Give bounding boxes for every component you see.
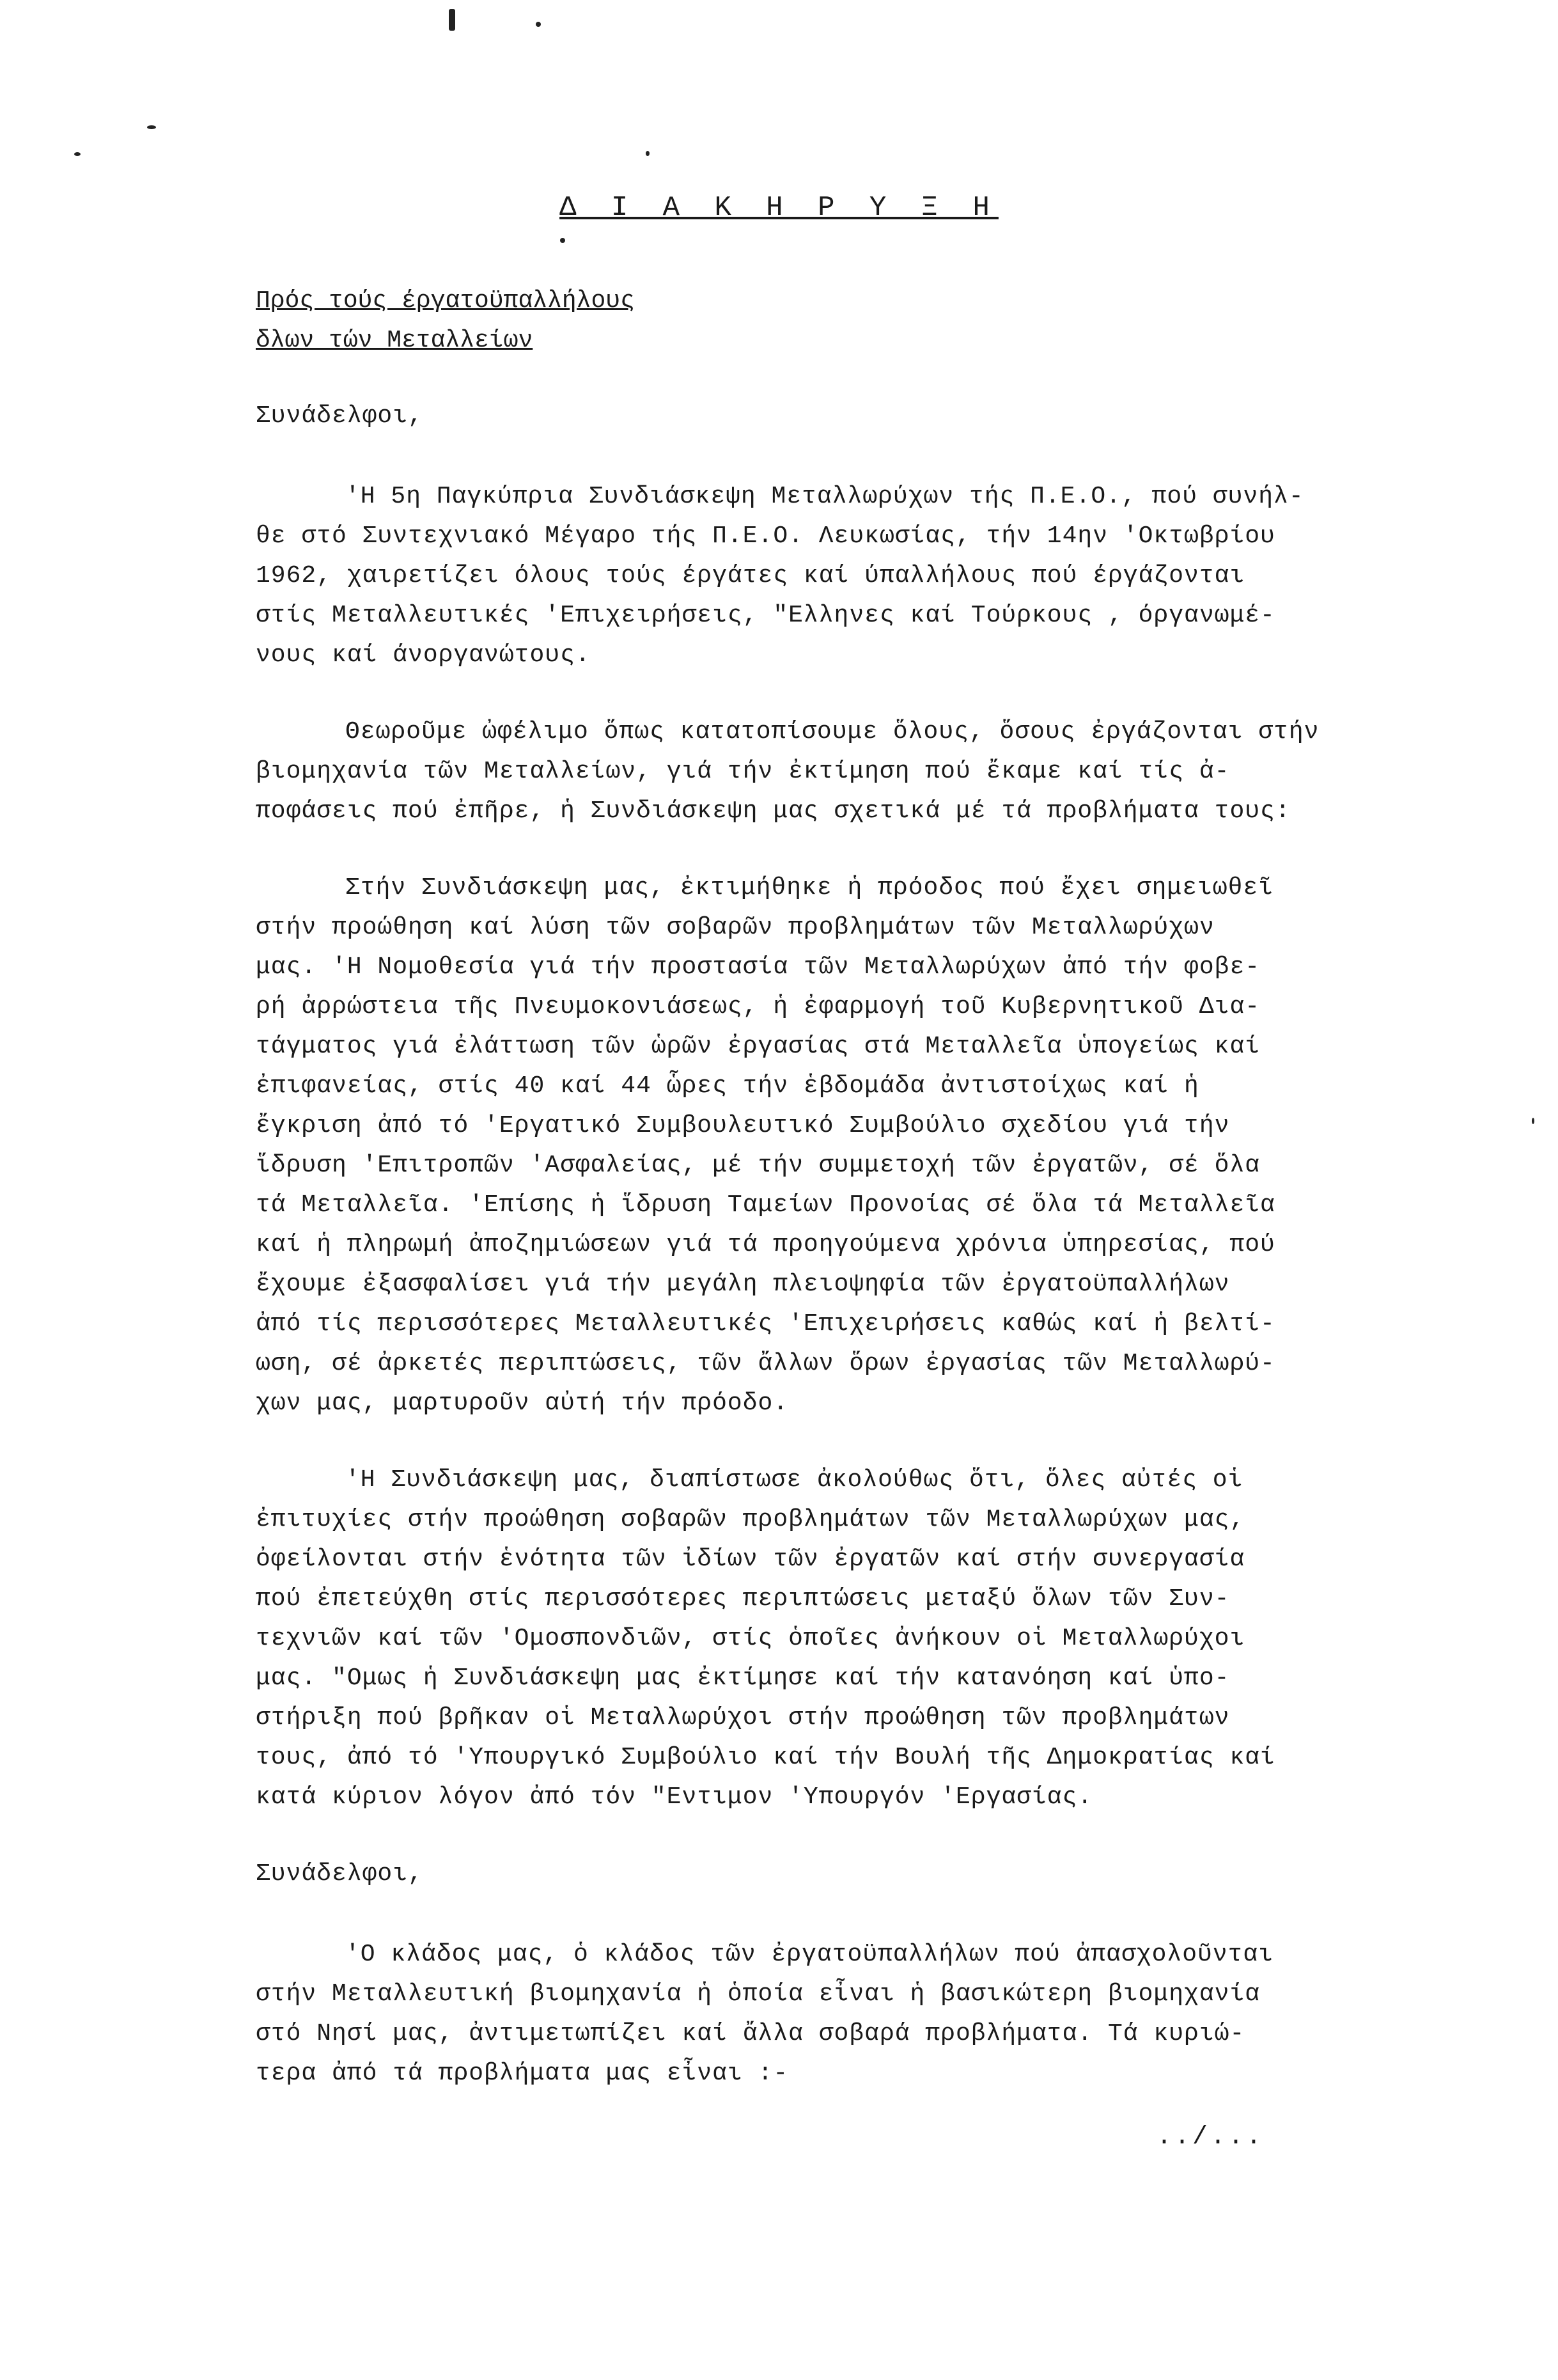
scan-speck: [147, 125, 156, 129]
salutation: Συνάδελφοι,: [256, 1860, 423, 1888]
addressee-line: δλων τών Μεταλλείων: [256, 327, 533, 354]
text-line: χων μας, μαρτυροῦν αὐτή τήν πρόοδο.: [256, 1390, 789, 1417]
text-line: ποφάσεις πού ἐπῆρε, ἡ Συνδιάσκεψη μας σχετικά μέ τά προβλήματα τους:: [256, 797, 1291, 825]
text-line: ὀφείλονται στήν ἑνότητα τῶν ἰδίων τῶν ἐργατῶν καί στήν συνεργασία: [256, 1546, 1245, 1573]
salutation: Συνάδελφοι,: [256, 402, 423, 430]
text-line: ἵδρυση 'Επιτροπῶν 'Ασφαλείας, μέ τήν συμμετοχή τῶν ἐργατῶν, σέ ὅλα: [256, 1152, 1261, 1179]
text-line: Θεωροῦμε ὠφέλιμο ὅπως κατατοπίσουμε ὅλους, ὅσους ἐργάζονται στήν: [345, 718, 1320, 746]
text-line: βιομηχανία τῶν Μεταλλείων, γιά τήν ἐκτίμηση πού ἔκαμε καί τίς ἀ-: [256, 758, 1230, 785]
text-line: θε στό Συντεχνιακό Μέγαρο τής Π.Ε.Ο. Λευκωσίας, τήν 14ην 'Οκτωβρίου: [256, 522, 1275, 550]
text-line: ἐπιτυχίες στήν προώθηση σοβαρῶν προβλημάτων τῶν Μεταλλωρύχων μας,: [256, 1506, 1245, 1533]
text-line: καί ἡ πληρωμή ἀποζημιώσεων γιά τά προηγούμενα χρόνια ὑπηρεσίας, πού: [256, 1231, 1275, 1258]
text-line: μας. 'Η Νομοθεσία γιά τήν προστασία τῶν Μεταλλωρύχων ἀπό τήν φοβε-: [256, 953, 1261, 981]
text-line: στό Νησί μας, ἀντιμετωπίζει καί ἄλλα σοβαρά προβλήματα. Τά κυριώ-: [256, 2020, 1245, 2047]
paragraph-2: [256, 712, 1419, 831]
text-line: Στήν Συνδιάσκεψη μας, ἐκτιμήθηκε ἡ πρόοδος πού ἔχει σημειωθεῖ: [345, 874, 1274, 902]
document-title: Δ Ι Α Κ Η Ρ Υ Ξ Η: [559, 192, 999, 224]
text-line: 'Η Συνδιάσκεψη μας, διαπίστωσε ἀκολούθως ὅτι, ὅλες αὐτές οἱ: [345, 1466, 1243, 1494]
paragraph-3: [256, 868, 1419, 1423]
addressee-block: [256, 281, 635, 361]
text-line: 'Ο κλάδος μας, ὁ κλάδος τῶν ἐργατοϋπαλλήλων πού ἀπασχολοῦνται: [345, 1941, 1274, 1968]
text-line: ἀπό τίς περισσότερες Μεταλλευτικές 'Επιχειρήσεις καθώς καί ἡ βελτί-: [256, 1310, 1275, 1338]
scan-speck: [646, 151, 650, 156]
scan-speck: [74, 152, 81, 156]
text-line: ἐπιφανείας, στίς 40 καί 44 ὧρες τήν ἑβδομάδα ἀντιστοίχως καί ἡ: [256, 1072, 1199, 1100]
paragraph-1: [256, 477, 1419, 675]
text-line: μας. "Ομως ἡ Συνδιάσκεψη μας ἐκτίμησε καί τήν κατανόηση καί ὑπο-: [256, 1664, 1230, 1692]
text-line: 1962, χαιρετίζει όλους τούς έργάτες καί ύπαλλήλους πού έργάζονται: [256, 562, 1245, 590]
text-line: ἔχουμε ἐξασφαλίσει γιά τήν μεγάλη πλειοψηφία τῶν ἐργατοϋπαλλήλων: [256, 1271, 1230, 1298]
addressee-line: Πρός τούς έργατοϋπαλλήλους: [256, 287, 635, 315]
scan-speck: [1532, 1118, 1534, 1124]
scan-speck: [536, 22, 541, 27]
text-line: 'Η 5η Παγκύπρια Συνδιάσκεψη Μεταλλωρύχων τής Π.Ε.Ο., πού συνήλ-: [345, 483, 1304, 510]
paragraph-5: [256, 1935, 1419, 2094]
text-line: τάγματος γιά ἐλάττωση τῶν ὡρῶν ἐργασίας στά Μεταλλεῖα ὑπογείως καί: [256, 1033, 1261, 1060]
scan-speck: [560, 238, 565, 243]
text-line: νους καί άνοργανώτους.: [256, 641, 591, 669]
text-line: τεχνιῶν καί τῶν 'Ομοσπονδιῶν, στίς ὁποῖες ἀνήκουν οἱ Μεταλλωρύχοι: [256, 1625, 1245, 1652]
text-line: ρή ἀρρώστεια τῆς Πνευμοκονιάσεως, ἡ ἐφαρμογή τοῦ Κυβερνητικοῦ Δια-: [256, 993, 1261, 1021]
text-line: στήν προώθηση καί λύση τῶν σοβαρῶν προβλημάτων τῶν Μεταλλωρύχων: [256, 914, 1215, 941]
paragraph-4: [256, 1460, 1419, 1817]
text-line: κατά κύριον λόγον ἀπό τόν "Εντιμον 'Υπουργόν 'Εργασίας.: [256, 1783, 1093, 1811]
text-line: τους, ἀπό τό 'Υπουργικό Συμβούλιο καί τήν Βουλή τῆς Δημοκρατίας καί: [256, 1744, 1275, 1771]
scan-speck: [449, 9, 455, 31]
text-line: στήριξη πού βρῆκαν οἱ Μεταλλωρύχοι στήν προώθηση τῶν προβλημάτων: [256, 1704, 1230, 1732]
text-line: τά Μεταλλεῖα. 'Επίσης ἡ ἵδρυση Ταμείων Προνοίας σέ ὅλα τά Μεταλλεῖα: [256, 1191, 1275, 1219]
text-line: πού ἐπετεύχθη στίς περισσότερες περιπτώσεις μεταξύ ὅλων τῶν Συν-: [256, 1585, 1230, 1613]
text-line: ωση, σέ ἀρκετές περιπτώσεις, τῶν ἄλλων ὅρων ἐργασίας τῶν Μεταλλωρύ-: [256, 1350, 1275, 1377]
continuation-mark: ../...: [1156, 2123, 1264, 2152]
text-line: τερα ἀπό τά προβλήματα μας εἶναι :-: [256, 2060, 789, 2087]
text-line: ἔγκριση ἀπό τό 'Εργατικό Συμβουλευτικό Συμβούλιο σχεδίου γιά τήν: [256, 1112, 1230, 1139]
document-body: [256, 396, 1419, 2131]
text-line: στίς Μεταλλευτικές 'Επιχειρήσεις, "Ελληνες καί Τούρκους , όργανωμέ-: [256, 602, 1275, 629]
text-line: στήν Μεταλλευτική βιομηχανία ἡ ὁποία εἶναι ἡ βασικώτερη βιομηχανία: [256, 1980, 1261, 2008]
